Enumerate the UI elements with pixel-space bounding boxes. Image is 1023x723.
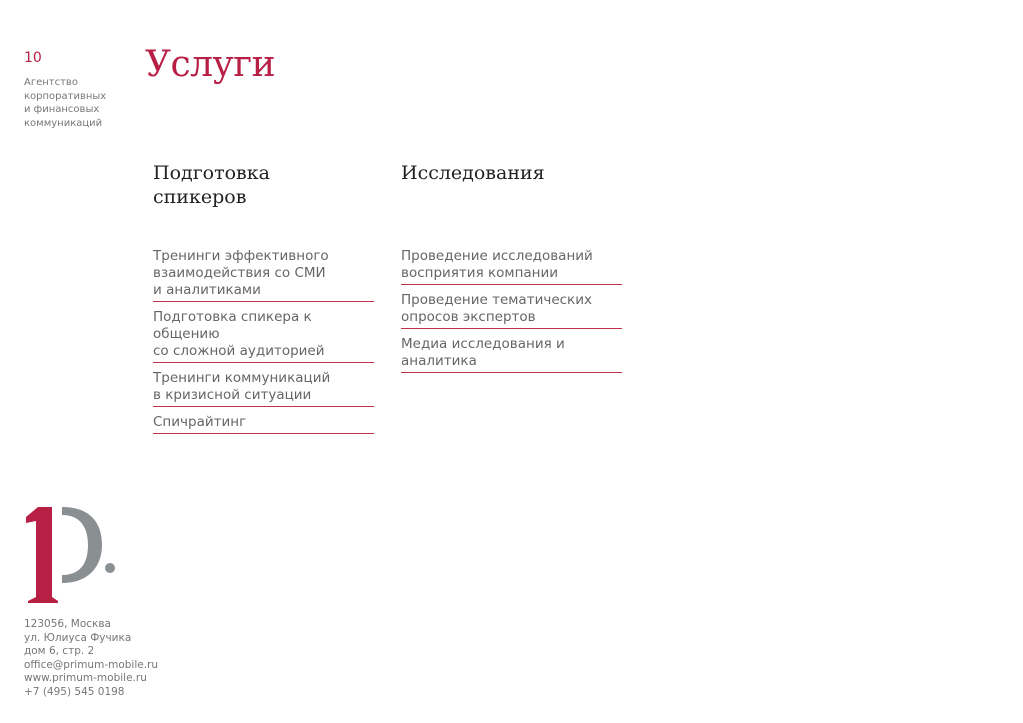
column-research [401, 161, 622, 378]
service-item [401, 246, 622, 285]
service-item-line: Проведение тематических [401, 292, 592, 308]
contact-website[interactable]: www.primum-mobile.ru [24, 672, 147, 684]
contact-line: 123056, Москва [24, 618, 111, 630]
service-item-line: взаимодействия со СМИ [153, 265, 326, 281]
contact-line: дом 6, стр. 2 [24, 645, 95, 657]
service-item [401, 334, 622, 373]
contact-info [24, 618, 158, 699]
service-item-line: Тренинги эффективного [153, 248, 329, 264]
service-item-line: аналитика [401, 353, 477, 369]
agency-line: Агентство [24, 77, 78, 88]
service-item [153, 246, 374, 302]
column-heading-line: Исследования [401, 162, 545, 184]
service-item-line: в кризисной ситуации [153, 387, 312, 403]
column-heading [153, 161, 374, 246]
service-item-line: Подготовка спикера к общению [153, 309, 312, 342]
column-speaker-training [153, 161, 374, 439]
service-item [153, 368, 374, 407]
column-heading-line: спикеров [153, 186, 247, 208]
service-item-line: и аналитиками [153, 282, 261, 298]
service-item-line: Проведение исследований [401, 248, 593, 264]
primum-logo-icon [24, 505, 124, 605]
logo-one-shape [26, 507, 58, 603]
column-heading-line: Подготовка [153, 162, 270, 184]
service-item-line: Тренинги коммуникаций [153, 370, 331, 386]
service-item-line: со сложной аудиторией [153, 343, 325, 359]
column-heading [401, 161, 622, 246]
page-title: Услуги [145, 44, 276, 85]
agency-line: и финансовых [24, 104, 100, 115]
service-list [153, 246, 374, 434]
contact-phone: +7 (495) 545 0198 [24, 685, 125, 698]
service-item [153, 307, 374, 363]
service-item [153, 412, 374, 434]
service-item-line: Спичрайтинг [153, 414, 247, 430]
page-number: 10 [24, 50, 42, 66]
agency-line: коммуникаций [24, 117, 103, 129]
logo-dot [105, 563, 115, 573]
service-item-line: восприятия компании [401, 265, 559, 281]
contact-line: ул. Юлиуса Фучика [24, 631, 132, 644]
logo-d-shape [62, 507, 102, 583]
agency-line: корпоративных [24, 90, 107, 102]
agency-description [24, 76, 106, 130]
service-list [401, 246, 622, 373]
contact-email[interactable]: office@primum-mobile.ru [24, 658, 159, 671]
service-item-line: опросов экспертов [401, 309, 536, 325]
service-item [401, 290, 622, 329]
service-item-line: Медиа исследования и [401, 336, 565, 352]
